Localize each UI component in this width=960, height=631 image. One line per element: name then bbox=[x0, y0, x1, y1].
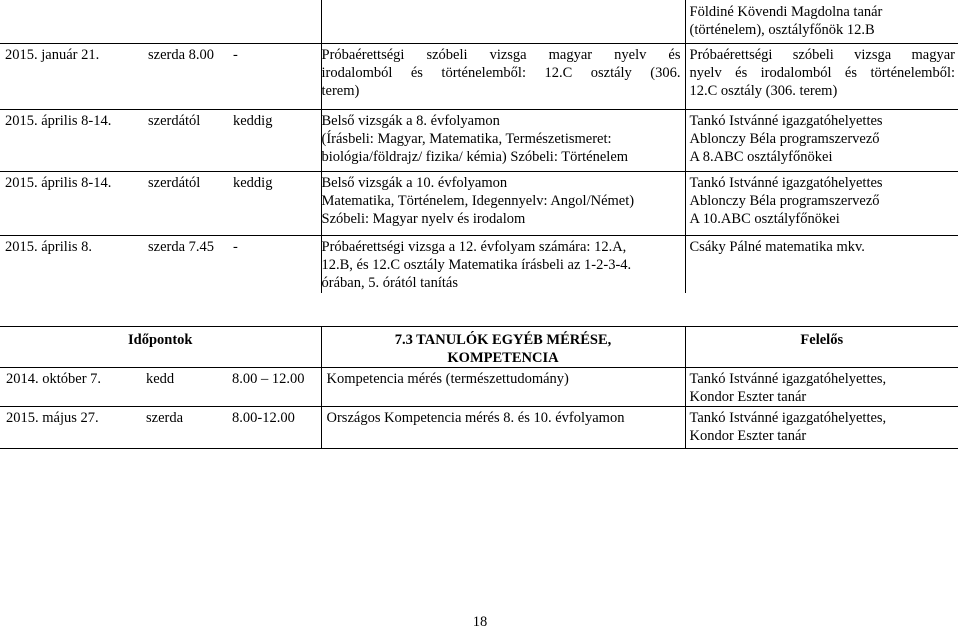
page-number: 18 bbox=[472, 614, 488, 630]
header-section-title bbox=[321, 327, 685, 368]
responsible-line: Ablonczy Béla programszervező bbox=[689, 130, 880, 147]
section-title-line: KOMPETENCIA bbox=[447, 350, 559, 366]
time: - bbox=[233, 46, 238, 63]
date-cell bbox=[0, 43, 321, 109]
responsible-line: A 8.ABC osztályfőnökei bbox=[689, 148, 833, 165]
description-line: Matematika, Történelem, Idegennyelv: Angol/Német) bbox=[321, 192, 635, 209]
day: szerda 8.00 bbox=[148, 46, 215, 63]
date-cell bbox=[0, 171, 321, 235]
date-cell bbox=[0, 407, 321, 449]
responsible-cell bbox=[685, 43, 958, 109]
responsible-line: Kondor Eszter tanár bbox=[689, 389, 807, 405]
schedule-row bbox=[0, 171, 958, 235]
date: 2015. április 8-14. bbox=[5, 112, 112, 129]
responsible-line: 12.C osztály (306. terem) bbox=[689, 82, 838, 99]
time: - bbox=[233, 238, 238, 255]
description-line: Próbaérettségi szóbeli vizsga magyar nyelv és bbox=[321, 46, 681, 63]
time: keddig bbox=[233, 112, 273, 129]
description-line: (Írásbeli: Magyar, Matematika, Természetismeret: bbox=[321, 130, 612, 147]
date: 2015. január 21. bbox=[5, 46, 100, 63]
responsible-cell bbox=[685, 407, 958, 449]
responsible-line: Tankó Istvánné igazgatóhelyettes bbox=[689, 112, 883, 129]
empty-cell bbox=[321, 0, 685, 43]
responsible-line: Próbaérettségi szóbeli vizsga magyar bbox=[689, 46, 955, 63]
responsible-cell bbox=[685, 368, 958, 407]
day: szerdától bbox=[148, 112, 201, 129]
day: szerda 7.45 bbox=[148, 238, 215, 255]
description-cell bbox=[321, 109, 685, 171]
date: 2015. április 8. bbox=[5, 238, 92, 255]
header-timepoints: Időpontok bbox=[0, 327, 321, 368]
description: Kompetencia mérés (természettudomány) bbox=[326, 371, 569, 387]
time: 8.00-12.00 bbox=[232, 410, 295, 426]
description-line: biológia/földrajz/ fizika/ kémia) Szóbeli: Történelem bbox=[321, 148, 629, 165]
date: 2015. április 8-14. bbox=[5, 174, 112, 191]
responsible-line: Földiné Kövendi Magdolna tanár bbox=[689, 4, 883, 20]
schedule-row bbox=[0, 109, 958, 171]
empty-cell bbox=[0, 0, 321, 43]
schedule-row bbox=[0, 43, 958, 109]
date-cell bbox=[0, 368, 321, 407]
schedule-row-0 bbox=[0, 0, 958, 43]
time: keddig bbox=[233, 174, 273, 191]
competence-table bbox=[0, 326, 958, 449]
responsible-cell bbox=[685, 235, 958, 293]
responsible-line: Ablonczy Béla programszervező bbox=[689, 192, 880, 209]
competence-header-row bbox=[0, 327, 958, 368]
responsible-line: Csáky Pálné matematika mkv. bbox=[689, 238, 865, 255]
responsible-line: A 10.ABC osztályfőnökei bbox=[689, 210, 840, 227]
date: 2015. május 27. bbox=[6, 410, 99, 426]
description-cell bbox=[321, 43, 685, 109]
responsible-line: Tankó Istvánné igazgatóhelyettes, bbox=[689, 410, 887, 426]
date-cell bbox=[0, 109, 321, 171]
description-line: órában, 5. órától tanítás bbox=[321, 274, 458, 291]
description-cell bbox=[321, 235, 685, 293]
schedule-table bbox=[0, 0, 958, 293]
description-line: 12.B, és 12.C osztály Matematika írásbeli az 1-2-3-4. bbox=[321, 256, 632, 273]
section-title-line: 7.3 TANULÓK EGYÉB MÉRÉSE, bbox=[394, 332, 612, 348]
responsible-line: Kondor Eszter tanár bbox=[689, 428, 807, 444]
description-line: Szóbeli: Magyar nyelv és irodalom bbox=[321, 210, 526, 227]
date: 2014. október 7. bbox=[6, 371, 102, 387]
responsible-cell bbox=[685, 109, 958, 171]
description-cell bbox=[321, 368, 685, 407]
competence-row bbox=[0, 368, 958, 407]
schedule-row bbox=[0, 235, 958, 293]
responsible-cell bbox=[685, 171, 958, 235]
competence-row bbox=[0, 407, 958, 449]
responsible-line: Tankó Istvánné igazgatóhelyettes, bbox=[689, 371, 887, 387]
description-line: irodalomból és történelemből: 12.C osztály (306. bbox=[321, 64, 681, 81]
time: 8.00 – 12.00 bbox=[232, 371, 305, 387]
responsible-line: nyelv és irodalomból és történelemből: bbox=[689, 64, 955, 81]
description-cell bbox=[321, 407, 685, 449]
responsible-cell bbox=[685, 0, 958, 43]
description-line: Belső vizsgák a 8. évfolyamon bbox=[321, 112, 500, 129]
day: kedd bbox=[146, 371, 175, 387]
header-responsible: Felelős bbox=[685, 327, 958, 368]
date-cell bbox=[0, 235, 321, 293]
responsible-line: Tankó Istvánné igazgatóhelyettes bbox=[689, 174, 883, 191]
description-line: Próbaérettségi vizsga a 12. évfolyam számára: 12.A, bbox=[321, 238, 627, 255]
description: Országos Kompetencia mérés 8. és 10. évfolyamon bbox=[326, 410, 625, 426]
day: szerdától bbox=[148, 174, 201, 191]
responsible-line: (történelem), osztályfőnök 12.B bbox=[689, 22, 875, 38]
description-line: Belső vizsgák a 10. évfolyamon bbox=[321, 174, 508, 191]
day: szerda bbox=[146, 410, 184, 426]
description-cell bbox=[321, 171, 685, 235]
description-line: terem) bbox=[321, 82, 360, 99]
